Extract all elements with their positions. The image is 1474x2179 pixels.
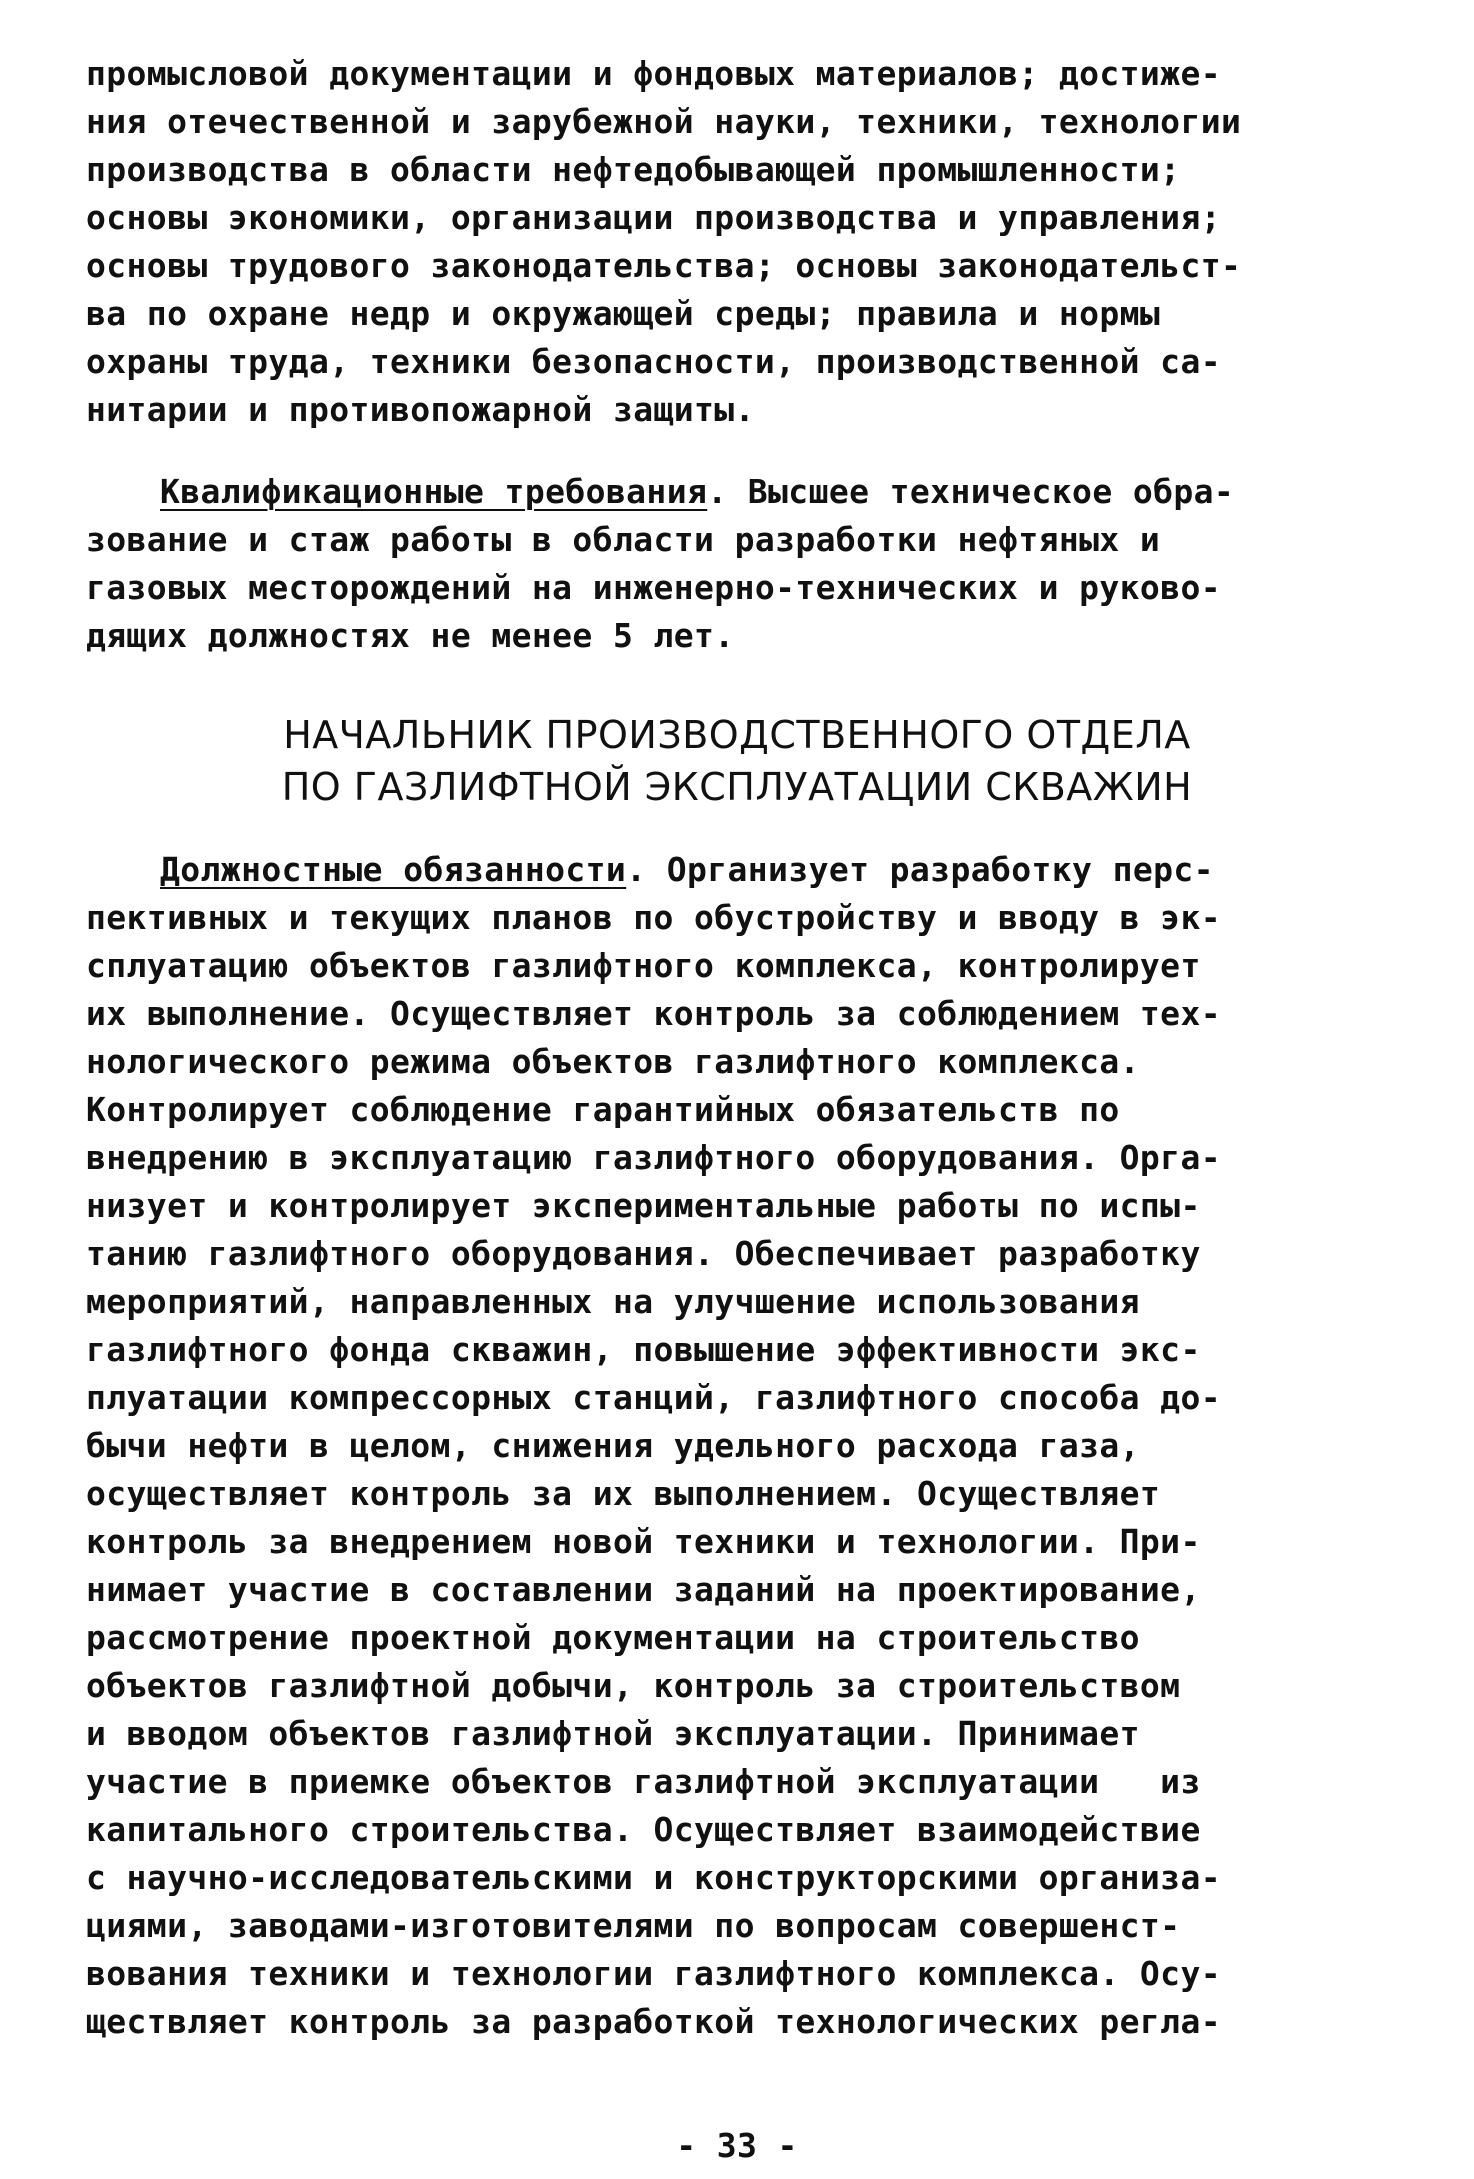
text-line: ществляет контроль за разработкой технологических регла- (86, 2002, 1221, 2041)
duties-text: . Организует разработку перс- (626, 850, 1214, 889)
text-line: охраны труда, техники безопасности, производственной са- (86, 342, 1221, 381)
text-line: бычи нефти в целом, снижения удельного расхода газа, (86, 1426, 1140, 1465)
text-line: ния отечественной и зарубежной науки, техники, технологии (86, 102, 1242, 141)
section-heading-line-2: ПО ГАЗЛИФТНОЙ ЭКСПЛУАТАЦИИ СКВАЖИН (281, 765, 1193, 809)
text-line: низует и контролирует экспериментальные работы по испы- (86, 1186, 1201, 1225)
text-line: пективных и текущих планов по обустройству и вводу в эк- (86, 898, 1221, 937)
text-line: газлифтного фонда скважин, повышение эффективности экс- (86, 1330, 1201, 1369)
text-line: основы экономики, организации производства и управления; (86, 198, 1221, 237)
text-line: зование и стаж работы в области разработки нефтяных и (86, 520, 1161, 559)
text-line: внедрению в эксплуатацию газлифтного оборудования. Орга- (86, 1138, 1221, 1177)
text-line: газовых месторождений на инженерно-технических и руково- (86, 568, 1221, 607)
text-line: объектов газлифтной добычи, контроль за строительством (86, 1666, 1181, 1705)
qualification-label: Квалификационные требования (160, 472, 708, 511)
text-line: мероприятий, направленных на улучшение использования (86, 1282, 1140, 1321)
text-line: осуществляет контроль за их выполнением. Осуществляет (86, 1474, 1161, 1513)
qualification-text: . Высшее техническое обра- (707, 472, 1235, 511)
qualification-first-line (160, 468, 1416, 516)
text-line: их выполнение. Осуществляет контроль за соблюдением тех- (86, 994, 1221, 1033)
text-line: нитарии и противопожарной защиты. (86, 390, 755, 429)
text-line: Контролирует соблюдение гарантийных обязательств по (86, 1090, 1120, 1129)
text-line: сплуатацию объектов газлифтного комплекса, контролирует (86, 946, 1201, 985)
text-line: контроль за внедрением новой техники и технологии. При- (86, 1522, 1201, 1561)
text-line: основы трудового законодательства; основы законодательст- (86, 246, 1242, 285)
text-line: промысловой документации и фондовых материалов; достиже- (86, 54, 1221, 93)
text-line: вования техники и технологии газлифтного комплекса. Осу- (86, 1954, 1221, 1993)
text-line: танию газлифтного оборудования. Обеспечивает разработку (86, 1234, 1201, 1273)
text-line: плуатации компрессорных станций, газлифтного способа до- (86, 1378, 1221, 1417)
text-line: дящих должностях не менее 5 лет. (86, 616, 735, 655)
text-line: ва по охране недр и окружающей среды; правила и нормы (86, 294, 1161, 333)
section-heading-line-1: НАЧАЛЬНИК ПРОИЗВОДСТВЕННОГО ОТДЕЛА (283, 713, 1191, 757)
text-line: циями, заводами-изготовителями по вопросам совершенст- (86, 1906, 1181, 1945)
duties-label: Должностные обязанности (160, 850, 627, 889)
text-line: участие в приемке объектов газлифтной эксплуатации из (86, 1762, 1201, 1801)
page-number: - 33 - (676, 2126, 798, 2165)
text-line: капитального строительства. Осуществляет взаимодействие (86, 1810, 1201, 1849)
text-line: с научно-исследовательскими и конструкторскими организа- (86, 1858, 1221, 1897)
text-line: производства в области нефтедобывающей промышленности; (86, 150, 1181, 189)
duties-first-line (160, 846, 1416, 894)
text-line: нологического режима объектов газлифтного комплекса. (86, 1042, 1140, 1081)
text-line: рассмотрение проектной документации на строительство (86, 1618, 1140, 1657)
text-line: нимает участие в составлении заданий на проектирование, (86, 1570, 1201, 1609)
text-line: и вводом объектов газлифтной эксплуатации. Принимает (86, 1714, 1140, 1753)
